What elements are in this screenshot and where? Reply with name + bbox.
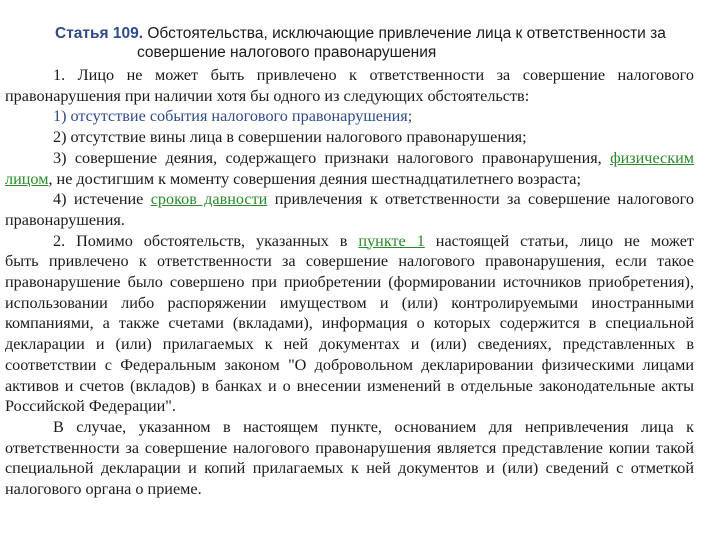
paragraph-2-line6: декларации и (или) прилагаемых к ней документах и (или) сведениях, представленных в <box>5 335 694 354</box>
paragraph-2-line9: Российской Федерации". <box>5 397 176 416</box>
link-fizicheskim[interactable]: физическим <box>610 148 694 167</box>
list-item-3-line2: лицом, не достигшим к моменту совершения деяния шестнадцатилетнего возраста; <box>5 169 581 188</box>
paragraph-2-number: 2. <box>53 231 66 250</box>
link-punkte-1[interactable]: пункте 1 <box>358 231 425 250</box>
list-item-4-line1: 4) истечение сроков давности привлечения к ответственности за совершение налогового <box>53 190 695 209</box>
list-item-2: 2) отсутствие вины лица в совершении налогового правонарушения; <box>53 128 527 147</box>
paragraph-3-line1: В случае, указанном в настоящем пункте, основанием для непривлечения лица к <box>53 417 694 436</box>
link-sroki-davnosti[interactable]: сроков давности <box>150 190 268 209</box>
paragraph-2-line1: 2. Помимо обстоятельств, указанных в пункте 1 настоящей статьи, лицо не может <box>53 231 694 250</box>
paragraph-3-line3: специальной декларации и копий прилагаемых к ней документов и (или) сведений с отметкой <box>5 459 694 478</box>
paragraph-1-line1: 1. Лицо не может быть привлечено к ответственности за совершение налогового <box>53 66 695 84</box>
paragraph-2-line5: компаниями, а также счетами (вкладами), информация о которых содержится в специальной <box>5 314 694 333</box>
list-item-1: 1) отсутствие события налогового правонарушения; <box>53 107 413 126</box>
paragraph-1-number: 1. <box>53 66 66 84</box>
paragraph-2-line7: соответствии с Федеральным законом "О добровольном декларировании физическими лицами <box>5 355 694 374</box>
paragraph-2-line4: использовании либо распоряжении имуществом и (или) контролируемыми иностранными <box>5 293 694 312</box>
article-body <box>5 65 694 500</box>
paragraph-2-line8: активов и счетов (вкладов) в банках и о внесении изменений в отдельные законодательные акты <box>5 376 694 395</box>
list-item-3-line1: 3) совершение деяния, содержащего признаки налогового правонарушения, физическим <box>53 148 694 167</box>
paragraph-3-line4: налогового органа о приеме. <box>5 480 202 499</box>
paragraph-1-line2: правонарушения при наличии хотя бы одного из следующих обстоятельств: <box>5 86 530 105</box>
paragraph-2-line3: правонарушение было совершено при приобретении (формировании источников приобретения), <box>5 273 694 292</box>
list-item-4-line2: правонарушения. <box>5 210 125 229</box>
paragraph-3-line2: ответственности за совершение налогового правонарушения является представление копии такой <box>5 438 694 457</box>
article-number: Статья 109. <box>55 25 144 42</box>
article-title-line2: совершение налогового правонарушения <box>137 44 437 61</box>
article-title-line1: Обстоятельства, исключающие привлечение лица к ответственности за <box>147 25 666 42</box>
paragraph-2-line2: быть привлечено к ответственности за совершение налогового правонарушения, если такое <box>5 252 694 271</box>
article-heading <box>55 24 695 62</box>
link-litsom[interactable]: лицом <box>5 169 49 188</box>
